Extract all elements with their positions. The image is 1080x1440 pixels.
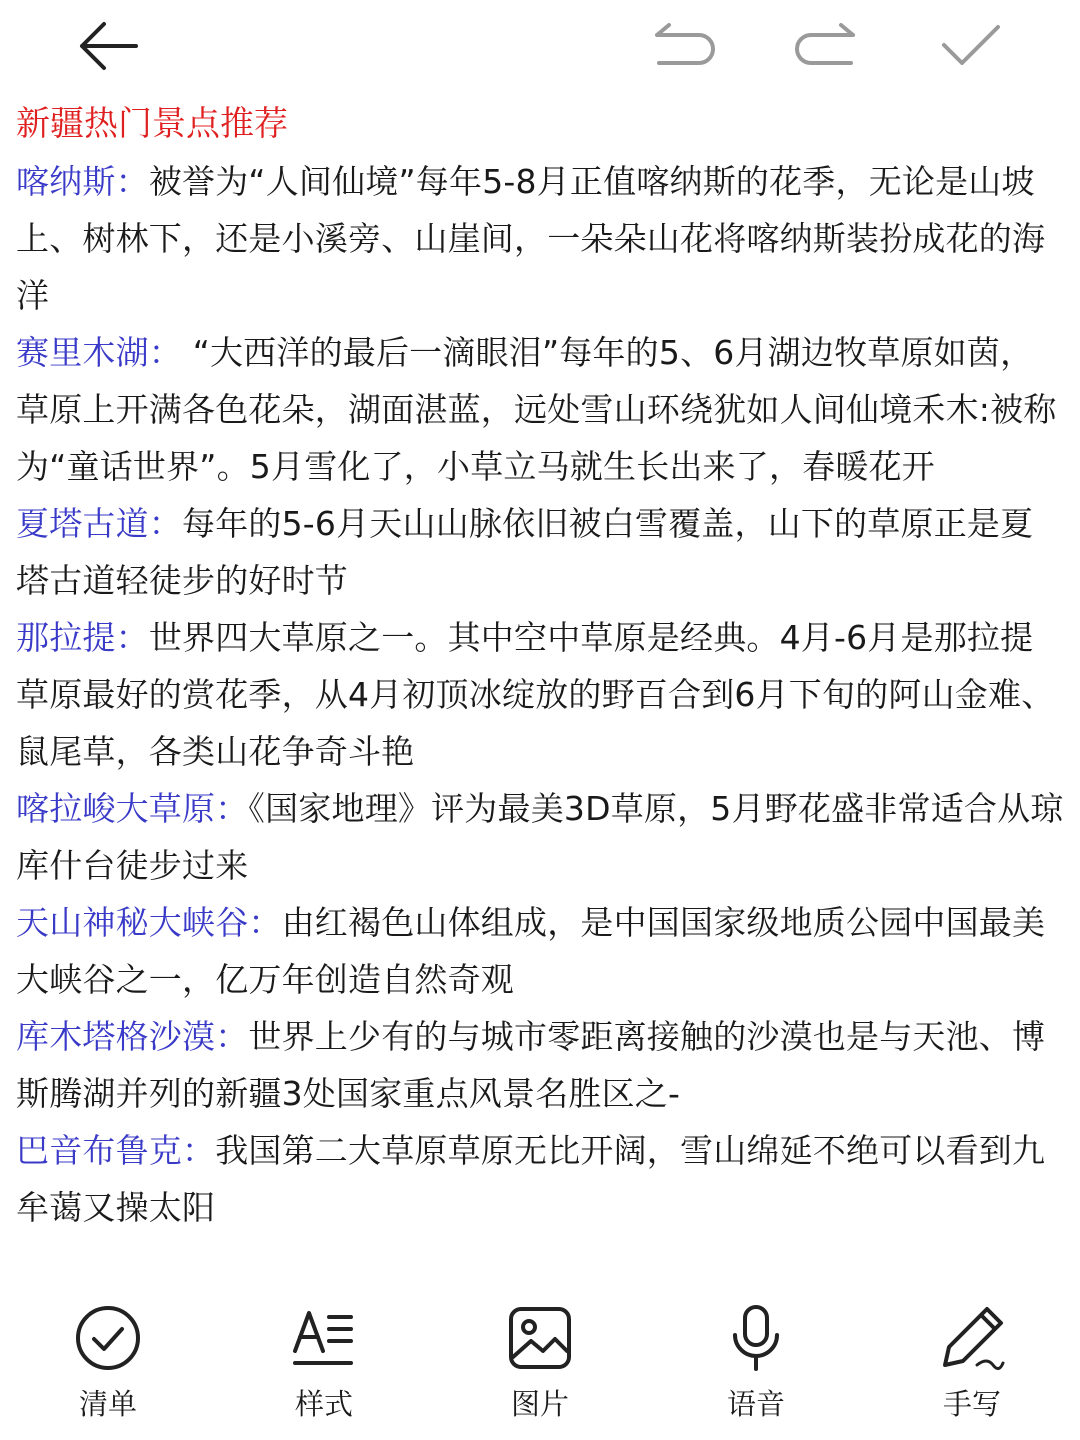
voice-input-button[interactable] [676,1290,836,1430]
entry-description: 世界四大草原之一。其中空中草原是经典。4月-6月是那拉提草原最好的赏花季，从4月初顶冰绽放的野百合到6月下旬的阿山金难、鼠尾草，各类山花争奇斗艳 [16,618,1055,771]
entry-name: 巴音布鲁克： [16,1131,216,1170]
pen-icon [937,1303,1007,1373]
list-item [16,1122,1064,1236]
entry-description: “大西洋的最后一滴眼泪”每年的5、6月湖边牧草原如茵，草原上开满各色花朵，湖面湛蓝，远处雪山环绕犹如人间仙境禾木:被称为“童话世界”。5月雪化了，小草立马就生长出来了，春暖花开 [16,333,1057,486]
microphone-icon [721,1303,791,1373]
entry-description: 我国第二大草原草原无比开阔，雪山绵延不绝可以看到九牟蔼又操太阳 [16,1131,1046,1227]
bottom-toolbar [0,1290,1080,1440]
image-label: 图片 [510,1387,569,1421]
checklist-button[interactable] [28,1290,188,1430]
list-item [16,495,1064,609]
checklist-icon [73,1303,143,1373]
undo-button[interactable] [648,14,720,78]
undo-icon [649,21,719,71]
list-item [16,780,1064,894]
back-button[interactable] [72,14,144,78]
voice-label: 语音 [726,1387,785,1421]
handwriting-button[interactable] [892,1290,1052,1430]
list-item [16,153,1064,324]
list-item [16,894,1064,1008]
redo-icon [791,21,861,71]
note-editor[interactable] [16,96,1064,1236]
done-button[interactable] [934,14,1006,78]
redo-button[interactable] [790,14,862,78]
checkmark-icon [938,21,1002,71]
note-title: 新疆热门景点推荐 [16,104,288,144]
text-style-icon [289,1303,359,1373]
arrow-left-icon [76,18,140,74]
text-style-label: 样式 [294,1387,353,1421]
checklist-label: 清单 [78,1387,137,1421]
entry-name: 赛里木湖： [16,333,182,372]
entry-name: 库木塔格沙漠： [16,1017,249,1056]
entry-description: 由红褐色山体组成，是中国国家级地质公园中国最美大峡谷之一，亿万年创造自然奇观 [16,903,1046,999]
entry-name: 那拉提： [16,618,149,657]
list-item [16,1008,1064,1122]
entry-description: 世界上少有的与城市零距离接触的沙漠也是与天池、博斯腾湖并列的新疆3处国家重点风景名胜区之- [16,1017,1046,1113]
entry-name: 天山神秘大峡谷： [16,903,282,942]
entry-name: 喀纳斯： [16,162,149,201]
entry-name: 喀拉峻大草原： [16,789,249,828]
list-item [16,324,1064,495]
image-icon [505,1303,575,1373]
insert-image-button[interactable] [460,1290,620,1430]
top-toolbar [0,0,1080,100]
entry-description: 每年的5-6月天山山脉依旧被白雪覆盖，山下的草原正是夏塔古道轻徒步的好时节 [16,504,1034,600]
text-style-button[interactable] [244,1290,404,1430]
entry-description: 被誉为“人间仙境”每年5-8月正值喀纳斯的花季，无论是山坡上、树林下，还是小溪旁、山崖间，一朵朵山花将喀纳斯装扮成花的海洋 [16,162,1046,315]
entry-description: 《国家地理》评为最美3D草原，5月野花盛非常适合从琼库什台徒步过来 [16,789,1064,885]
list-item [16,609,1064,780]
entry-name: 夏塔古道： [16,504,182,543]
handwriting-label: 手写 [942,1387,1001,1421]
